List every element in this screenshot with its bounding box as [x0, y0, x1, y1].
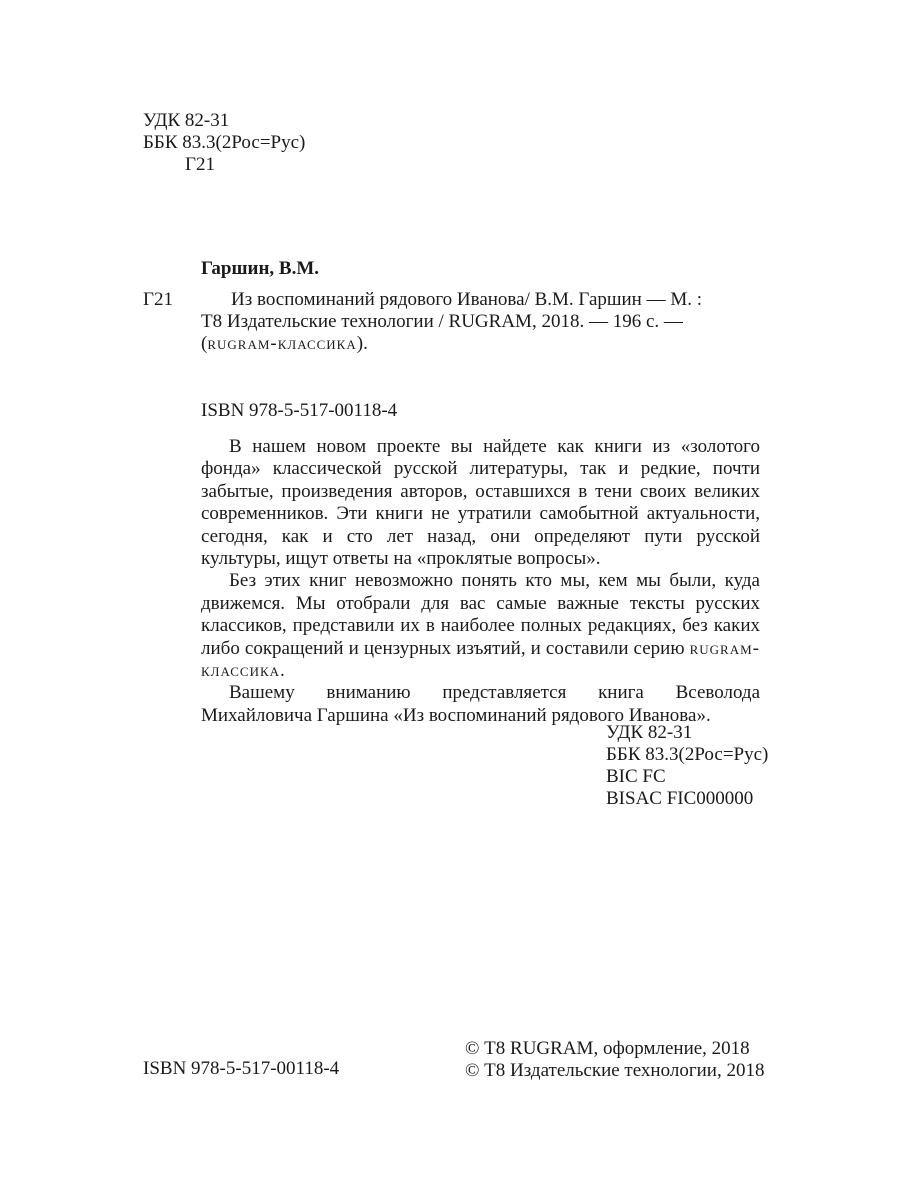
bisac-code: BISAC FIC000000: [606, 788, 754, 809]
bbk-code: ББК 83.3(2Рос=Рус): [143, 132, 306, 153]
series-open: (: [201, 333, 208, 354]
annotation-paragraph-3: Вашему вниманию представляется книга Всеволода Михайловича Гаршина «Из воспоминаний рядового Иванова».: [201, 682, 760, 726]
series-line: [201, 333, 761, 355]
bbk-code-right: ББК 83.3(2Рос=Рус): [606, 744, 769, 765]
bibliographic-description: [201, 289, 761, 355]
annotation-series-name: rugram-классика: [201, 637, 760, 682]
series-name: rugram-классика: [207, 333, 357, 354]
annotation-p2-end: .: [280, 660, 285, 682]
catalog-index: Г21: [143, 289, 173, 310]
top-classification-codes: [143, 110, 305, 176]
copyright-design: © Т8 RUGRAM, оформление, 2018: [465, 1038, 750, 1059]
annotation: [201, 436, 760, 727]
title-line-2: Т8 Издательские технологии / RUGRAM, 2018. — 196 с. —: [201, 311, 683, 332]
title-line-1: Из воспоминаний рядового Иванова/ В.М. Гаршин — М. :: [231, 289, 703, 310]
annotation-paragraph-2: [201, 570, 760, 682]
copyright-notices: [465, 1038, 764, 1082]
isbn-main: ISBN 978-5-517-00118-4: [201, 400, 398, 421]
udk-code: УДК 82-31: [143, 110, 230, 131]
copyright-publisher: © Т8 Издательские технологии, 2018: [465, 1060, 765, 1081]
author-sign: Г21: [185, 154, 215, 175]
annotation-paragraph-1: В нашем новом проекте вы найдете как книги из «золотого фонда» классической русской литературы, так и редкие, почти забытые, произведения авторов, оставшихся в тени своих великих современников. Эти книги не утратили самобытной актуальности, сегодня, как и сто лет назад, они определяют пути русской культуры, ищут ответы на «проклятые вопросы».: [201, 436, 760, 570]
isbn-footer: ISBN 978-5-517-00118-4: [143, 1058, 340, 1079]
series-close: ).: [356, 333, 368, 354]
bic-code: BIC FC: [606, 766, 666, 787]
right-classification-codes: [606, 722, 768, 810]
udk-code-right: УДК 82-31: [606, 722, 693, 743]
annotation-p2-text: Без этих книг невозможно понять кто мы, кем мы были, куда движемся. Мы отобрали для вас самые важные тексты русских классиков, представили их в наиболее полных редакциях, без каких либо сокращений и цензурных изъятий, и составили серию: [201, 570, 760, 659]
author-heading: Гаршин, В.М.: [201, 258, 320, 279]
